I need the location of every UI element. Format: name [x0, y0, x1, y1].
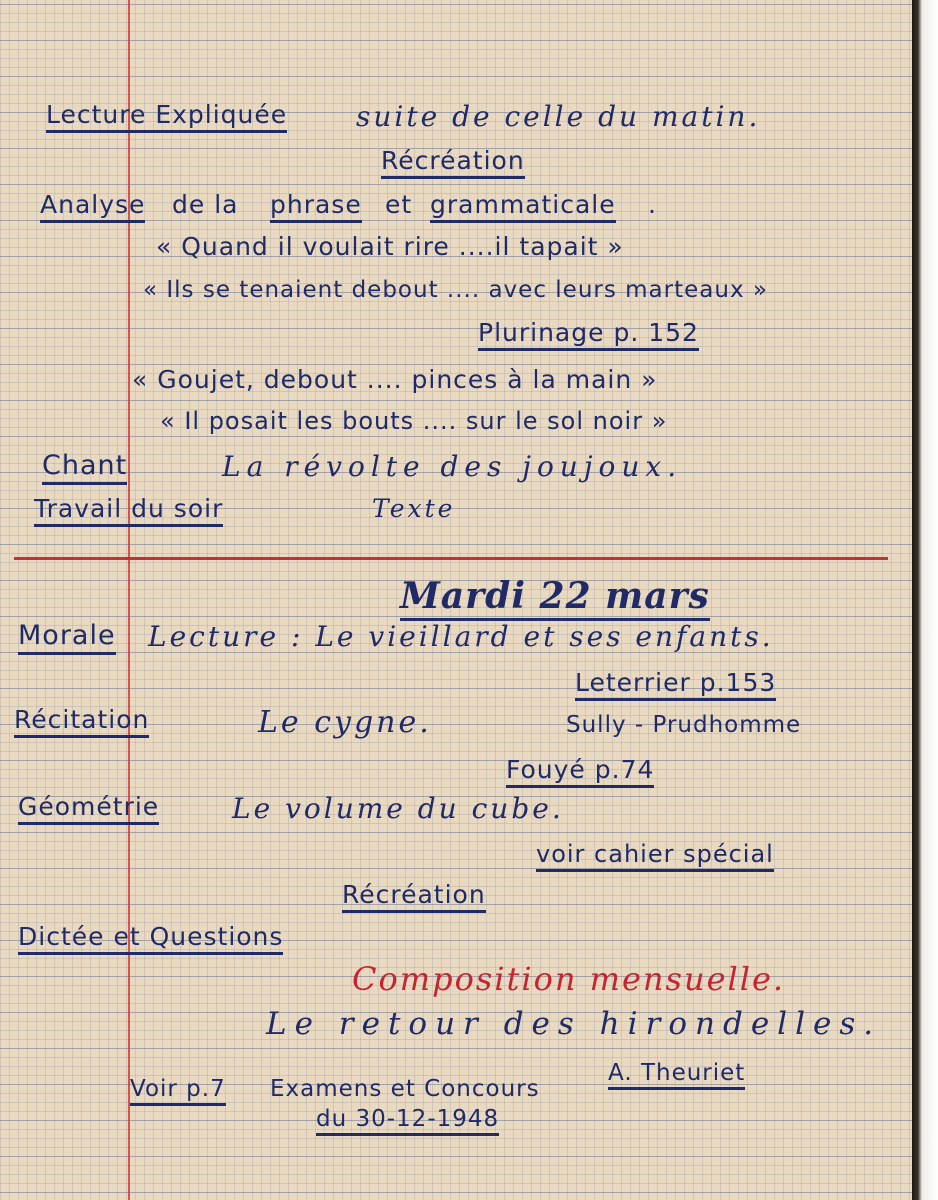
voir-cahier-special: voir cahier spécial [536, 840, 774, 872]
analyse-label-c: phrase [270, 190, 362, 223]
chant-text: La révolte des joujoux. [222, 450, 683, 483]
author-sully-prudhomme: Sully - Prudhomme [566, 712, 802, 738]
morale-text: Lecture : Le vieillard et ses enfants. [148, 620, 774, 653]
source-leterrier: Leterrier p.153 [575, 668, 776, 701]
examens-concours: Examens et Concours [270, 1076, 540, 1102]
analyse-label-d: et [385, 190, 413, 219]
quote-line-2: « Ils se tenaient debout .... avec leurs marteaux » [143, 277, 768, 303]
recitation-text: Le cygne. [258, 705, 432, 740]
quote-line-4: « Il posait les bouts .... sur le sol noir » [160, 407, 668, 435]
red-margin-line [128, 0, 130, 1200]
dictee-label: Dictée et Questions [18, 922, 283, 955]
analyse-label-e: grammaticale [430, 190, 616, 223]
recreation-heading-2: Récréation [342, 880, 486, 913]
voir-page-7: Voir p.7 [130, 1076, 226, 1106]
chant-label: Chant [42, 450, 127, 485]
dictee-text: Le retour des hirondelles. [266, 1006, 882, 1042]
geometrie-label: Géométrie [18, 792, 159, 825]
recreation-heading: Récréation [381, 146, 525, 179]
quote-line-3: « Goujet, debout .... pinces à la main » [132, 365, 658, 394]
next-page-edge [912, 0, 938, 1200]
source-plurinage: Plurinage p. 152 [478, 318, 699, 351]
day-separator-line [14, 557, 888, 560]
author-theuriet: A. Theuriet [608, 1060, 745, 1090]
recitation-label: Récitation [14, 705, 149, 738]
geometrie-text: Le volume du cube. [232, 792, 564, 825]
composition-mensuelle: Composition mensuelle. [352, 960, 786, 998]
quote-line-1: « Quand il voulait rire ....il tapait » [156, 232, 624, 261]
travail-text: Texte [372, 494, 456, 523]
date-heading: Mardi 22 mars [400, 575, 710, 621]
morale-label: Morale [18, 620, 116, 655]
source-fouye: Fouyé p.74 [506, 755, 654, 788]
lecture-label: Lecture Expliquée [46, 100, 287, 133]
lecture-text: suite de celle du matin. [356, 100, 761, 133]
analyse-label-a: Analyse [40, 190, 145, 223]
travail-label: Travail du soir [34, 494, 223, 527]
analyse-label-f: . [648, 190, 657, 219]
analyse-label-b: de la [172, 190, 239, 219]
examens-date: du 30-12-1948 [316, 1106, 499, 1136]
